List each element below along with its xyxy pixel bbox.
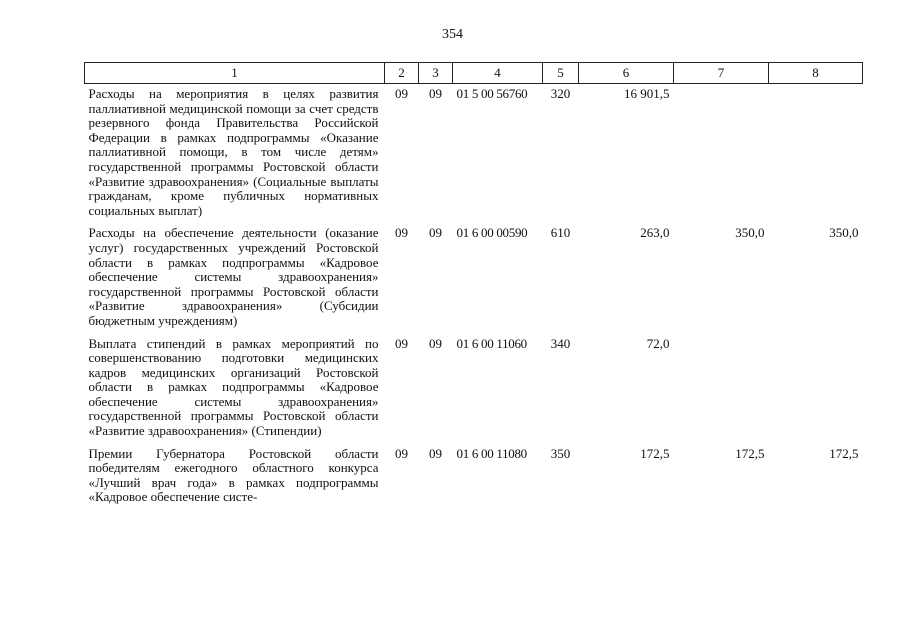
column-header: 6: [579, 63, 674, 84]
amount-col7: 172,5: [735, 445, 765, 461]
target-article-code: 01 6 00 11080: [456, 445, 527, 461]
subsection-code: 09: [429, 445, 442, 461]
section-code: 09: [395, 335, 408, 351]
row-description: Выплата стипендий в рамках мероприятий по совершенствованию подготовки медицинских кадров медицинских организаций Ростовской области в рамках подпрограммы «Кадровое обеспечение системы здравоохранения» государственной программы Ростовской области «Развитие здравоохранения» (Стипендии): [88, 335, 379, 439]
table-body: [85, 84, 863, 514]
target-article-code: 01 6 00 11060: [456, 335, 527, 351]
amount-col7: [674, 337, 769, 447]
page-number: 354: [442, 27, 463, 42]
table-row: [85, 84, 863, 227]
section-code: 09: [395, 86, 408, 101]
amount-col7: 350,0: [735, 225, 765, 241]
column-header: 4: [453, 63, 543, 84]
budget-table: [84, 62, 863, 513]
expense-type-code: 350: [550, 445, 571, 461]
column-header: 8: [769, 63, 863, 84]
expense-type-code: 610: [550, 225, 571, 241]
column-header: 5: [543, 63, 579, 84]
amount-col8: 350,0: [829, 225, 859, 241]
section-code: 09: [395, 225, 408, 241]
expense-type-code: 320: [550, 86, 571, 101]
amount-col6: 72,0: [646, 335, 670, 351]
column-header: 2: [385, 63, 419, 84]
amount-col8: [769, 84, 863, 227]
section-code: 09: [395, 445, 408, 461]
amount-col6: 16 901,5: [624, 86, 670, 101]
row-description: Расходы на мероприятия в целях развития паллиативной медицинской помощи за счет средств резервного фонда Правительства Российской Федерации в рамках подпрограммы «Оказание паллиативной помощи, в том числе детям» государственной программы Ростовской области «Развитие здравоохранения» (Социальные выплаты гражданам, кроме публичных нормативных социальных выплат): [88, 86, 379, 218]
table-header: [85, 63, 863, 84]
target-article-code: 01 5 00 56760: [456, 86, 528, 101]
amount-col8: 172,5: [829, 445, 859, 461]
row-description: Премии Губернатора Ростовской области победителям ежегодного областного конкурса «Лучший врач года» в рамках подпрограммы «Кадровое обеспечение систе-: [88, 445, 379, 505]
subsection-code: 09: [429, 86, 442, 101]
table-row: [85, 337, 863, 447]
expense-type-code: 340: [550, 335, 571, 351]
amount-col7: [674, 84, 769, 227]
column-header: 3: [419, 63, 453, 84]
row-description: Расходы на обеспечение деятельности (оказание услуг) государственных учреждений Ростовской области в рамках подпрограммы «Кадровое обеспечение системы здравоохранения» государственной программы Ростовской области «Развитие здравоохранения» (Субсидии бюджетным учреждениям): [88, 225, 379, 328]
header-row: [85, 63, 863, 84]
amount-col6: 263,0: [640, 225, 670, 241]
amount-col8: [769, 337, 863, 447]
amount-col6: 172,5: [640, 445, 670, 461]
column-header: 1: [85, 63, 385, 84]
subsection-code: 09: [429, 225, 442, 241]
target-article-code: 01 6 00 00590: [456, 225, 528, 241]
table-row: [85, 447, 863, 513]
column-header: 7: [674, 63, 769, 84]
table-row: [85, 226, 863, 336]
subsection-code: 09: [429, 335, 442, 351]
